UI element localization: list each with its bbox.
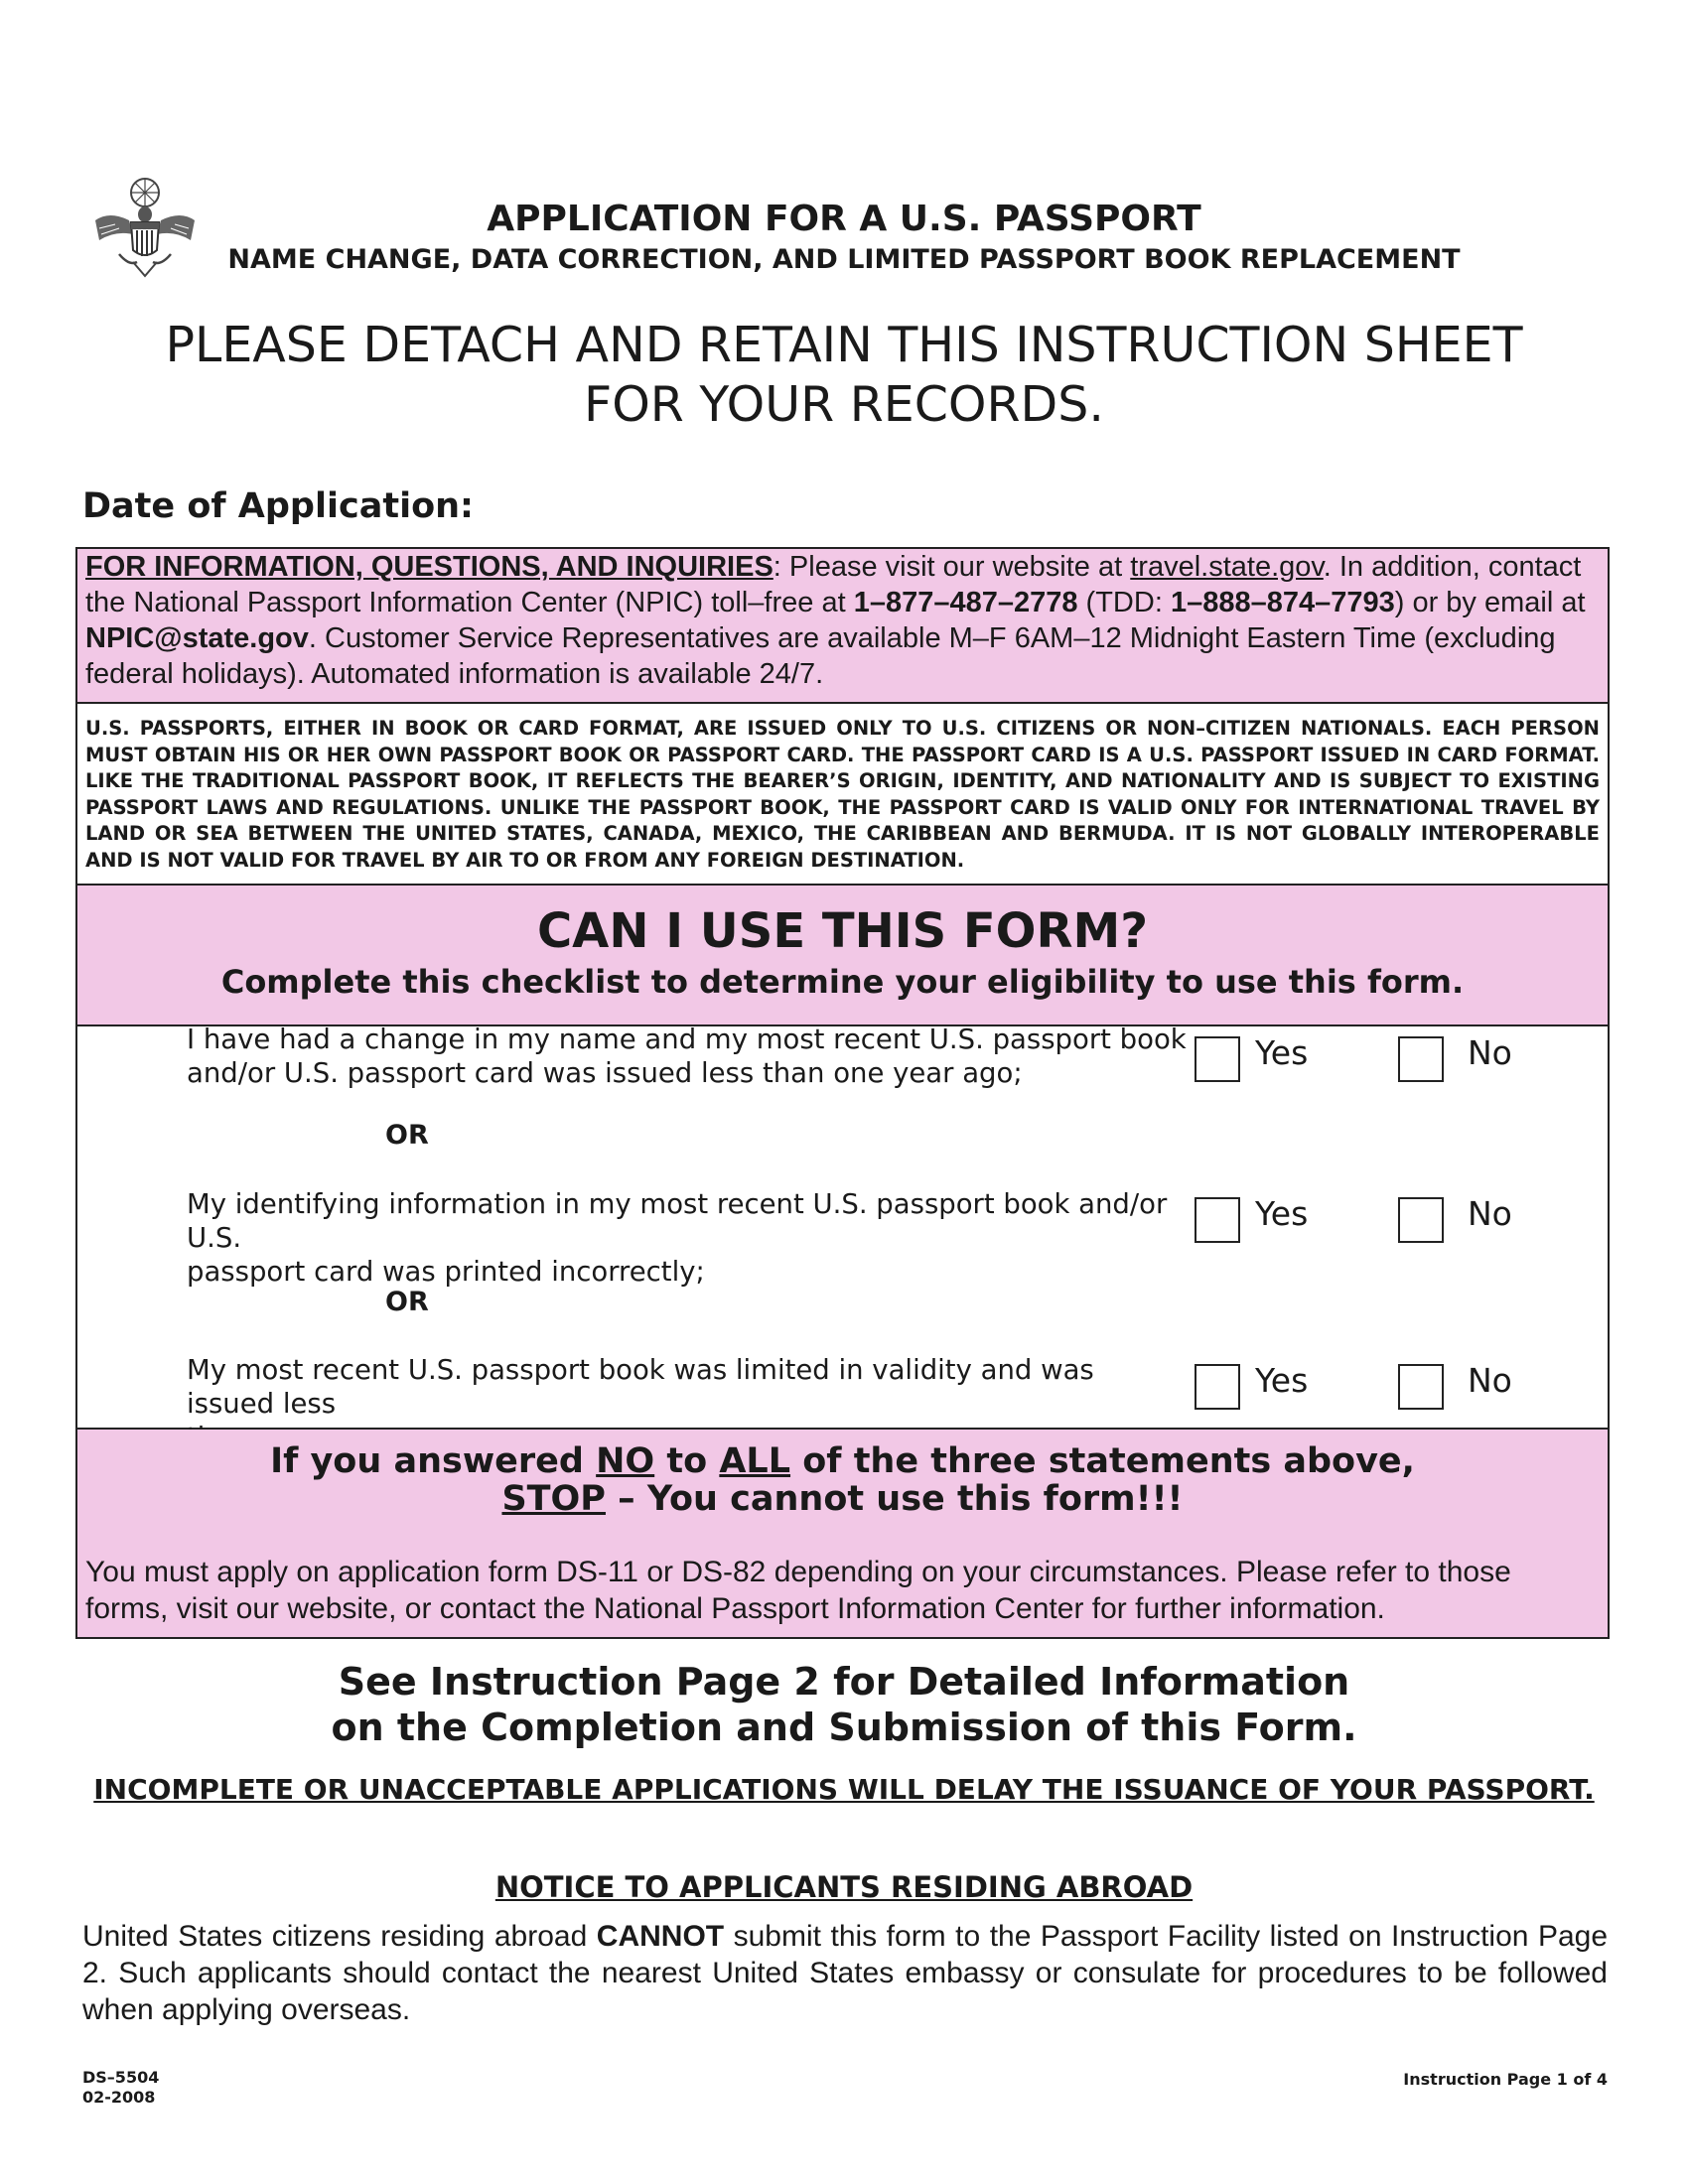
page-number: Instruction Page 1 of 4 [1403,2070,1608,2089]
question-1-no-label: No [1468,1033,1512,1072]
stop-word: STOP [501,1479,606,1519]
notice-text-2: submit this form to the Passport Facility listed on Instruction Page 2. Such applicants should contact the nearest United States embassy or consulate for procedures to be followed when applying overseas. [82,1920,1609,2026]
info-text-2: . In addition, contact the National Passport Information Center (NPIC) toll–free at [85,551,1582,618]
notice-cannot: CANNOT [596,1920,725,1953]
stop-line-2 [77,1479,1608,1519]
form-number-date: 02-2008 [82,2088,156,2107]
question-2-line-1: My identifying information in my most recent U.S. passport book and/or U.S. [187,1188,1168,1254]
question-1-yes-label: Yes [1255,1033,1309,1072]
alternate-forms-note: You must apply on application form DS-11 or DS-82 depending on your circumstances. Please refer to those forms, visit our website, or contact the National Passport Information Center for further information. [85,1556,1511,1625]
date-of-application-label: Date of Application: [82,486,475,526]
question-2-yes-checkbox[interactable] [1195,1197,1240,1243]
stop-text-a2: to [654,1441,720,1481]
question-1-line-1: I have had a change in my name and my most recent U.S. passport book [187,1024,1187,1055]
info-text-5: . Customer Service Representatives are available M–F 6AM–12 Midnight Eastern Time (excluding federal holidays). Automated information is available 24/7. [85,622,1556,690]
stop-all: ALL [719,1441,791,1481]
stop-text-a1: If you answered [270,1441,597,1481]
question-2-yes-label: Yes [1255,1194,1309,1233]
tdd-phone: 1–888–874–7793 [1170,587,1395,618]
or-separator-2: OR [385,1287,429,1317]
stop-line-1 [77,1441,1608,1481]
question-1-yes-checkbox[interactable] [1195,1036,1240,1082]
stop-text-a3: of the three statements above, [790,1441,1415,1481]
stop-box [75,1430,1610,1639]
stop-text-b: – You cannot use this form!!! [605,1479,1184,1519]
question-2-no-label: No [1468,1194,1512,1233]
detach-line-1: PLEASE DETACH AND RETAIN THIS INSTRUCTION SHEET [165,317,1523,373]
question-3-line-1: My most recent U.S. passport book was limited in validity and was issued less [187,1354,1094,1420]
question-3-no-checkbox[interactable] [1398,1364,1444,1410]
npic-email[interactable]: NPIC@state.gov [85,622,309,654]
question-1-line-2: and/or U.S. passport card was issued less than one year ago; [187,1057,1023,1089]
question-2-line-2: passport card was printed incorrectly; [187,1256,705,1288]
checklist-title: CAN I USE THIS FORM? [536,903,1149,959]
form-subtitle: NAME CHANGE, DATA CORRECTION, AND LIMITED PASSPORT BOOK REPLACEMENT [227,244,1461,275]
website-link[interactable]: travel.state.gov [1130,551,1324,583]
notice-body [82,1918,1608,2028]
question-3-yes-checkbox[interactable] [1195,1364,1240,1410]
question-3-yes-label: Yes [1255,1361,1309,1400]
question-3-no-label: No [1468,1361,1512,1400]
form-title: APPLICATION FOR A U.S. PASSPORT [487,199,1201,239]
checklist-question-1 [187,1023,1190,1090]
passport-eligibility-notice: U.S. PASSPORTS, EITHER IN BOOK OR CARD FORMAT, ARE ISSUED ONLY TO U.S. CITIZENS OR NON–CITIZEN NATIONALS. EACH PERSON MUST OBTAIN HIS OR HER OWN PASSPORT BOOK OR PASSPORT CARD. THE PASSPORT CARD IS A U.S. PASSPORT ISSUED IN CARD FORMAT. LIKE THE TRADITIONAL PASSPORT BOOK, IT REFLECTS THE BEARER’S ORIGIN, IDENTITY, AND NATIONALITY AND IS SUBJECT TO EXISTING PASSPORT LAWS AND REGULATIONS. UNLIKE THE PASSPORT BOOK, THE PASSPORT CARD IS VALID ONLY FOR INTERNATIONAL TRAVEL BY LAND OR SEA BETWEEN THE UNITED STATES, CANADA, MEXICO, THE CARIBBEAN AND BERMUDA. IT IS NOT GLOBALLY INTEROPERABLE AND IS NOT VALID FOR TRAVEL BY AIR TO OR FROM ANY FOREIGN DESTINATION. [75,704,1610,886]
info-text-3: (TDD: [1077,587,1171,618]
notice-title: NOTICE TO APPLICANTS RESIDING ABROAD [494,1870,1194,1904]
checklist-subtitle: Complete this checklist to determine your eligibility to use this form. [220,963,1465,1001]
info-text-4: ) or by email at [1394,587,1586,618]
question-1-no-checkbox[interactable] [1398,1036,1444,1082]
see-instruction-line-1: See Instruction Page 2 for Detailed Information [338,1660,1350,1704]
notice-text-1: United States citizens residing abroad [82,1920,597,1953]
incomplete-warning: INCOMPLETE OR UNACCEPTABLE APPLICATIONS WILL DELAY THE ISSUANCE OF YOUR PASSPORT. [93,1773,1595,1806]
info-lead: FOR INFORMATION, QUESTIONS, AND INQUIRIES [85,551,774,583]
detach-line-2: FOR YOUR RECORDS. [584,376,1104,433]
form-number-code: DS–5504 [82,2068,160,2087]
stop-no: NO [596,1441,655,1481]
detach-instruction [0,316,1688,435]
info-text-1: : Please visit our website at [773,551,1131,583]
question-2-no-checkbox[interactable] [1398,1197,1444,1243]
checklist-question-2 [187,1187,1190,1289]
see-instruction-line-2: on the Completion and Submission of this Form. [331,1706,1357,1749]
info-box [75,547,1610,704]
checklist-header [75,886,1610,1026]
npic-phone: 1–877–487–2778 [853,587,1078,618]
or-separator-1: OR [385,1120,429,1151]
checklist [75,1026,1610,1430]
form-number [82,2068,159,2108]
